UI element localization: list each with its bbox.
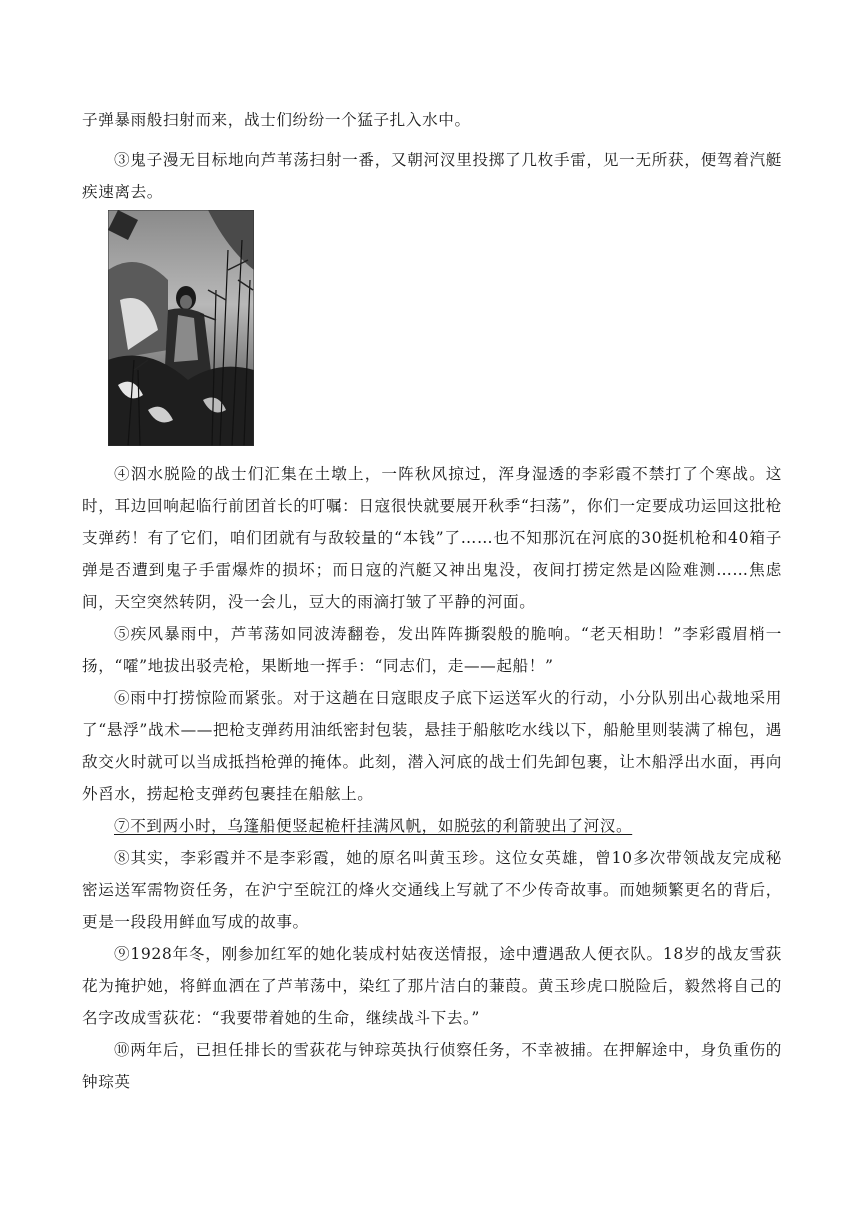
paragraph-7 (82, 810, 782, 842)
paragraph-6: ⑥雨中打捞惊险而紧张。对于这趟在日寇眼皮子底下运送军火的行动，小分队别出心裁地采用了“悬浮”战术——把枪支弹药用油纸密封包装，悬挂于船舷吃水线以下，船舱里则装满了棉包，遇敌交火时就可以当成抵挡枪弹的掩体。此刻，潜入河底的战士们先卸包裹，让木船浮出水面，再向外舀水，捞起枪支弹药包裹挂在船舷上。 (82, 689, 782, 803)
paragraph-0: 子弹暴雨般扫射而来，战士们纷纷一个猛子扎入水中。 (82, 111, 471, 129)
paragraph-10: ⑩两年后，已担任排长的雪荻花与钟琮英执行侦察任务，不幸被捕。在押解途中，身负重伤的钟琮英 (82, 1041, 782, 1091)
underlined-sentence: ⑦不到两小时，乌篷船便竖起桅杆挂满风帆，如脱弦的利箭驶出了河汊。 (114, 817, 633, 835)
paragraph-4: ④泅水脱险的战士们汇集在土墩上，一阵秋风掠过，浑身湿透的李彩霞不禁打了个寒战。这时，耳边回响起临行前团首长的叮嘱：日寇很快就要展开秋季“扫荡”，你们一定要成功运回这批枪支弹药！有了它们，咱们团就有与敌较量的“本钱”了……也不知那沉在河底的30挺机枪和40箱子弹是否遭到鬼子手雷爆炸的损坏；而日寇的汽艇又神出鬼没，夜间打捞定然是凶险难测……焦虑间，天空突然转阴，没一会儿，豆大的雨滴打皱了平静的河面。 (82, 465, 782, 611)
paragraph-3: ③鬼子漫无目标地向芦苇荡扫射一番，又朝河汊里投掷了几枚手雷，见一无所获，便驾着汽艇疾速离去。 (82, 151, 782, 201)
paragraph-5: ⑤疾风暴雨中，芦苇荡如同波涛翻卷，发出阵阵撕裂般的脆响。“老天相助！”李彩霞眉梢一扬，“嚯”地拔出驳壳枪，果断地一挥手：“同志们，走——起船！” (82, 625, 782, 675)
paragraph-8: ⑧其实，李彩霞并不是李彩霞，她的原名叫黄玉珍。这位女英雄，曾10多次带领战友完成秘密运送军需物资任务，在沪宁至皖江的烽火交通线上写就了不少传奇故事。而她频繁更名的背后，更是一段段用鲜血写成的故事。 (82, 849, 782, 931)
paragraph-9: ⑨1928年冬，刚参加红军的她化装成村姑夜送情报，途中遭遇敌人便衣队。18岁的战友雪荻花为掩护她，将鲜血洒在了芦苇荡中，染红了那片洁白的蒹葭。黄玉珍虎口脱险后，毅然将自己的名字改成雪荻花：“我要带着她的生命，继续战斗下去。” (82, 945, 782, 1027)
soldier-in-reeds-illustration (108, 210, 254, 446)
